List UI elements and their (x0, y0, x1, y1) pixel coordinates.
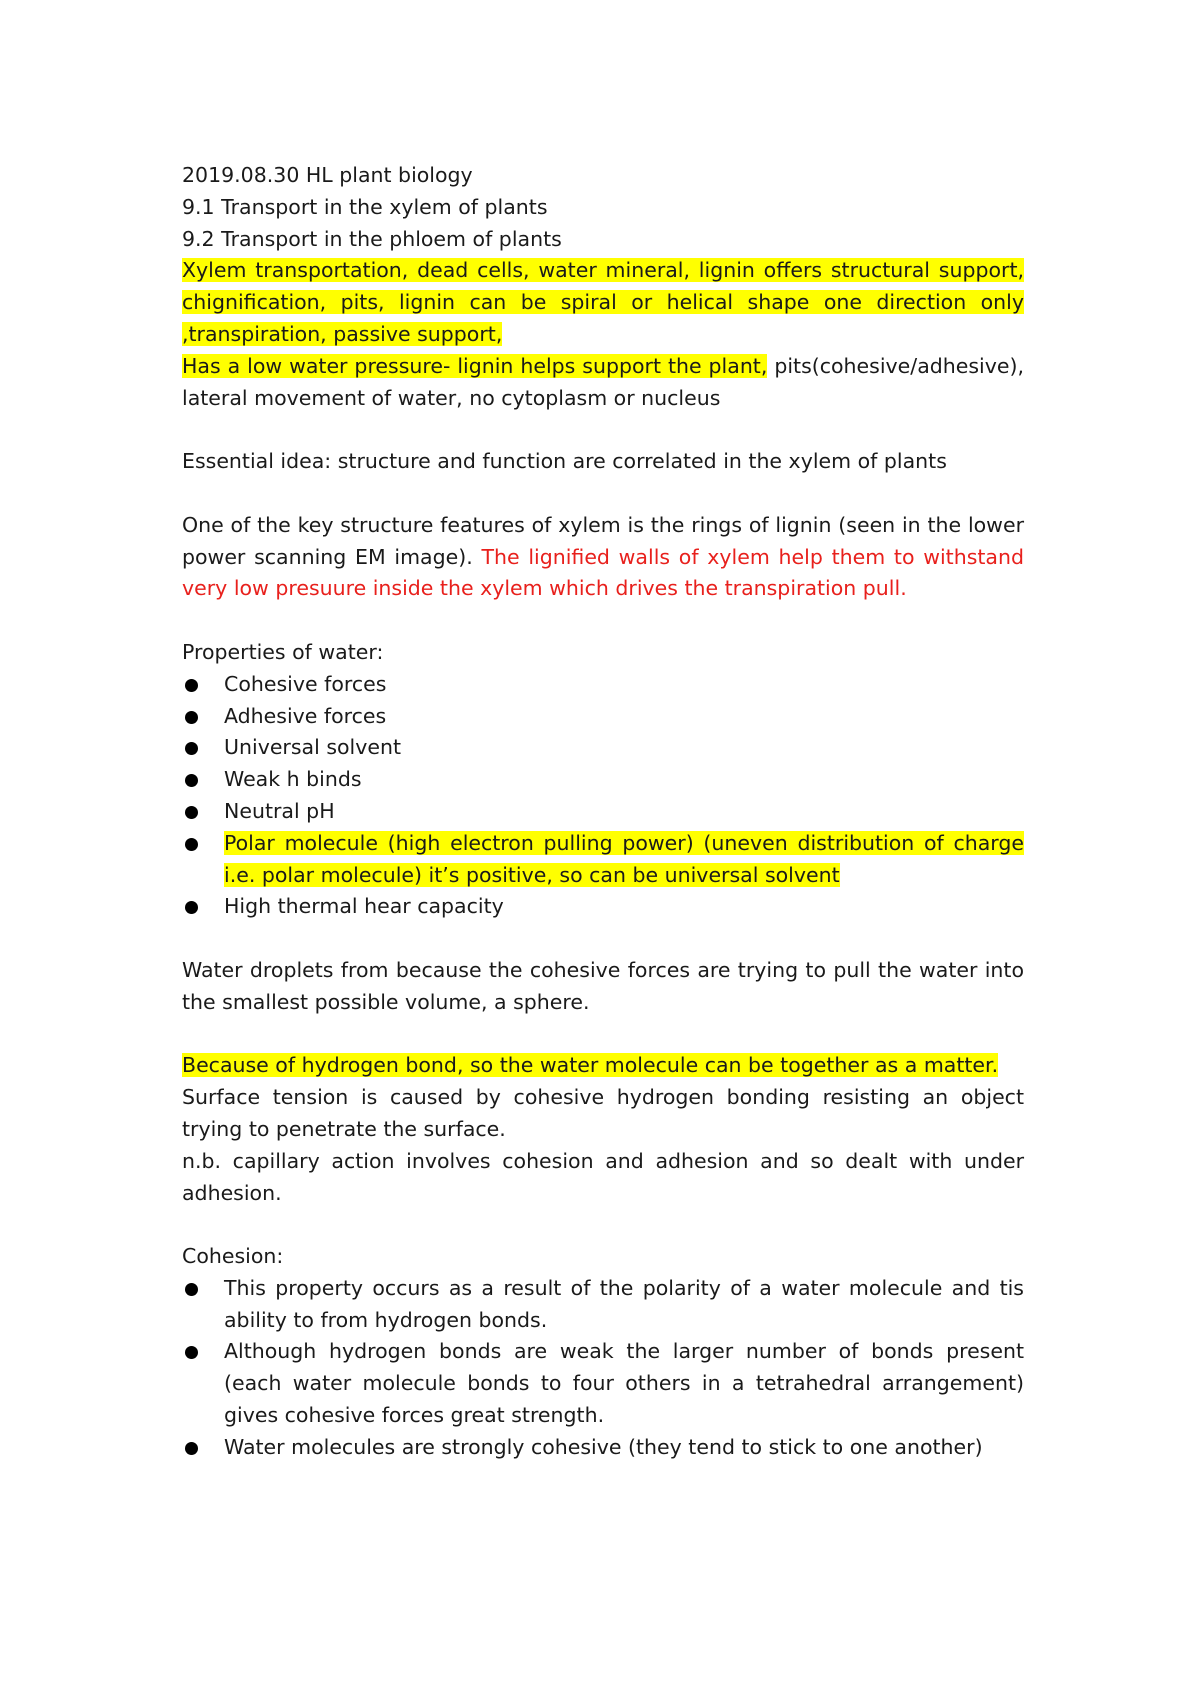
list-item (182, 1336, 1024, 1431)
properties-list (182, 669, 1024, 923)
list-item (182, 732, 1024, 764)
list-item (182, 764, 1024, 796)
list-item-text: Universal solvent (224, 735, 402, 760)
bullet-icon (185, 1442, 198, 1455)
xylem-paragraph (182, 510, 1024, 605)
list-item-text: Water molecules are strongly cohesive (they tend to stick to one another) (224, 1434, 983, 1459)
bullet-icon (185, 742, 198, 755)
list-item-text: Neutral pH (224, 798, 335, 823)
list-item (182, 1432, 1024, 1464)
droplets-paragraph: Water droplets from because the cohesive forces are trying to pull the water into the smallest possible volume, a sphere. (182, 957, 1024, 1014)
doc-date-title: 2019.08.30 HL plant biology (182, 163, 473, 187)
low-pressure-note (182, 351, 1024, 415)
bullet-icon (185, 711, 198, 724)
bullet-icon (185, 1346, 198, 1359)
list-item (182, 669, 1024, 701)
bullet-icon (185, 774, 198, 787)
list-item-text: Although hydrogen bonds are weak the larger number of bonds present (each water molecule bonds to four others in a tetrahedral arrangement) gives cohesive forces great strength. (224, 1339, 1024, 1428)
list-item (182, 1273, 1024, 1337)
nb-note: n.b. capillary action involves cohesion and adhesion and so dealt with under adhesion. (182, 1148, 1024, 1205)
list-item-text: Polar molecule (high electron pulling power) (uneven distribution of charge i.e. polar molecule) it’s positive, so can be universal solvent (224, 830, 1024, 887)
bullet-icon (185, 838, 198, 851)
low-pressure-tail: pits(cohesive/adhesive), lateral movement of water, no cytoplasm or nucleus (182, 353, 1025, 410)
cohesion-list (182, 1273, 1024, 1464)
list-item-text: Weak h binds (224, 767, 362, 792)
spacer (182, 1209, 1024, 1241)
list-item (182, 701, 1024, 733)
bullet-icon (185, 806, 198, 819)
cohesion-heading: Cohesion: (182, 1244, 284, 1269)
document-page (182, 160, 1024, 1464)
essential-idea: Essential idea: structure and function are correlated in the xylem of plants (182, 449, 947, 474)
spacer (182, 605, 1024, 637)
spacer (182, 414, 1024, 446)
hydrogen-bond-note (182, 1050, 1024, 1082)
highlighted-text: Xylem transportation, dead cells, water mineral, lignin offers structural support, chignification, pits, lignin can be spiral or helical shape one direction only ,transpiration, passive support, (182, 258, 1024, 346)
topic-9-1: 9.1 Transport in the xylem of plants (182, 194, 548, 219)
spacer (182, 1019, 1024, 1051)
surface-tension-paragraph: Surface tension is caused by cohesive hydrogen bonding resisting an object trying to penetrate the surface. (182, 1085, 1024, 1141)
spacer (182, 923, 1024, 955)
list-item-text: Cohesive forces (224, 671, 387, 696)
list-item-text: High thermal hear capacity (224, 894, 504, 919)
bullet-icon (185, 1283, 198, 1296)
xylem-plain-text: One of the key structure features of xylem is the rings of lignin (seen in the lower power scanning EM image). (182, 512, 1024, 569)
list-item-text: Adhesive forces (224, 703, 387, 728)
xylem-summary-highlight (182, 255, 1024, 350)
highlighted-text: Has a low water pressure- lignin helps support the plant, (182, 353, 768, 378)
xylem-red-text: The lignified walls of xylem help them to withstand very low presuure inside the xylem which drives the transpiration pull. (182, 544, 1024, 601)
spacer (182, 478, 1024, 510)
highlighted-text: Because of hydrogen bond, so the water molecule can be together as a matter. (182, 1053, 999, 1078)
list-item-text: This property occurs as a result of the polarity of a water molecule and tis ability to from hydrogen bonds. (224, 1275, 1024, 1332)
bullet-icon (185, 679, 198, 692)
list-item (182, 796, 1024, 828)
properties-heading: Properties of water: (182, 639, 384, 664)
list-item (182, 828, 1024, 892)
list-item (182, 891, 1024, 923)
topic-9-2: 9.2 Transport in the phloem of plants (182, 226, 562, 251)
bullet-icon (185, 901, 198, 914)
